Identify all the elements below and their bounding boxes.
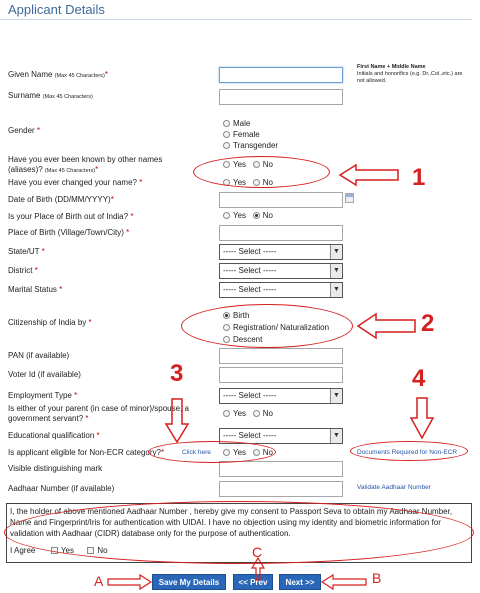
voter-input[interactable] bbox=[219, 367, 343, 383]
aliases-label-line2: (aliases)? bbox=[8, 165, 43, 174]
radio-icon[interactable] bbox=[223, 120, 230, 127]
annotation-ellipse-2 bbox=[181, 304, 353, 348]
pob-label-text: Place of Birth (Village/Town/City) bbox=[8, 228, 124, 237]
parent-gov-label-line1: Is either of your parent (in case of minor)/spouse, a bbox=[8, 404, 189, 413]
required-mark: * bbox=[85, 414, 89, 423]
changed-name-no-label: No bbox=[262, 178, 273, 187]
required-mark: * bbox=[96, 431, 100, 440]
arrow-4-icon bbox=[411, 398, 433, 438]
required-mark: * bbox=[74, 391, 78, 400]
education-selected: ----- Select ----- bbox=[223, 431, 277, 440]
annotation-letter-a: A bbox=[94, 573, 104, 589]
save-my-details-button[interactable]: Save My Details bbox=[152, 574, 226, 590]
annotation-letter-b: B bbox=[372, 570, 382, 586]
chevron-down-icon[interactable]: ▼ bbox=[330, 429, 342, 443]
aadhaar-label: Aadhaar Number (if available) bbox=[8, 484, 115, 493]
aliases-label-line1: Have you ever been known by other names bbox=[8, 155, 163, 164]
citizenship-option-label: Descent bbox=[233, 335, 263, 344]
district-label-text: District bbox=[8, 266, 33, 275]
parent-gov-no-radio[interactable] bbox=[253, 410, 260, 417]
pan-label: PAN (if available) bbox=[8, 351, 70, 360]
required-mark: * bbox=[59, 285, 63, 294]
given-name-label-text: Given Name bbox=[8, 70, 53, 79]
employment-label bbox=[8, 391, 77, 401]
validate-aadhaar-link[interactable]: Validate Aadhaar Number bbox=[357, 484, 431, 491]
agree-no-label: No bbox=[97, 546, 108, 555]
citizenship-option-label: Birth bbox=[233, 311, 250, 320]
chevron-down-icon[interactable]: ▼ bbox=[330, 389, 342, 403]
dob-label bbox=[8, 195, 114, 205]
given-name-label bbox=[8, 70, 108, 81]
given-name-hint: (Max 45 Characters) bbox=[54, 73, 105, 79]
non-ecr-label bbox=[8, 448, 164, 458]
dob-input[interactable] bbox=[219, 192, 343, 208]
state-selected: ----- Select ----- bbox=[223, 247, 277, 256]
note-bold: First Name + Middle Name bbox=[357, 64, 426, 70]
gender-option-male[interactable] bbox=[223, 119, 250, 129]
gender-label bbox=[8, 126, 40, 136]
changed-name-label-text: Have you ever changed your name? bbox=[8, 178, 137, 187]
marital-label-text: Marital Status bbox=[8, 285, 57, 294]
pob-outside-no-radio[interactable] bbox=[253, 212, 260, 219]
given-name-input[interactable] bbox=[219, 67, 343, 83]
citizenship-label bbox=[8, 318, 92, 328]
docs-non-ecr-link[interactable]: Documents Required for Non-ECR bbox=[357, 449, 458, 456]
chevron-down-icon[interactable]: ▼ bbox=[330, 264, 342, 278]
aliases-yes-label: Yes bbox=[233, 160, 247, 169]
arrow-2-icon bbox=[358, 314, 415, 338]
required-mark: * bbox=[130, 212, 134, 221]
prev-button[interactable]: << Prev bbox=[233, 574, 273, 590]
district-label bbox=[8, 266, 38, 276]
arrow-a-icon bbox=[108, 575, 151, 589]
surname-hint: (Max 45 Characters) bbox=[42, 94, 93, 100]
required-mark: * bbox=[36, 126, 41, 135]
pob-outside-label bbox=[8, 212, 133, 222]
parent-gov-no-label: No bbox=[262, 409, 273, 418]
surname-input[interactable] bbox=[219, 89, 343, 105]
education-label-text: Educational qualification bbox=[8, 431, 95, 440]
title-divider bbox=[0, 19, 472, 20]
required-mark: * bbox=[160, 448, 165, 457]
annotation-ellipse-3 bbox=[148, 441, 276, 463]
pob-outside-yes-radio[interactable] bbox=[223, 212, 230, 219]
state-label-text: State/UT bbox=[8, 247, 40, 256]
dob-label-text: Date of Birth (DD/MM/YYYY) bbox=[8, 195, 111, 204]
changed-name-yes-label: Yes bbox=[233, 178, 247, 187]
radio-icon[interactable] bbox=[223, 131, 230, 138]
district-selected: ----- Select ----- bbox=[223, 266, 277, 275]
required-mark: * bbox=[110, 195, 114, 204]
employment-label-text: Employment Type bbox=[8, 391, 72, 400]
non-ecr-label-text: Is applicant eligible for Non-ECR category? bbox=[8, 448, 161, 457]
aadhaar-input[interactable] bbox=[219, 481, 343, 497]
annotation-number-4: 4 bbox=[412, 365, 426, 392]
annotation-ellipse-4 bbox=[350, 441, 468, 461]
marital-selected: ----- Select ----- bbox=[223, 285, 277, 294]
next-button[interactable]: Next >> bbox=[279, 574, 321, 590]
marital-select[interactable] bbox=[219, 282, 343, 298]
gender-option-label: Transgender bbox=[233, 141, 279, 150]
gender-label-text: Gender bbox=[8, 126, 35, 135]
state-select[interactable] bbox=[219, 244, 343, 260]
pob-outside-label-text: Is your Place of Birth out of India? bbox=[8, 212, 129, 221]
employment-selected: ----- Select ----- bbox=[223, 391, 277, 400]
chevron-down-icon[interactable]: ▼ bbox=[330, 245, 342, 259]
required-mark: * bbox=[126, 228, 130, 237]
arrow-b-icon bbox=[322, 575, 366, 589]
changed-name-label bbox=[8, 178, 142, 188]
parent-gov-yes-label: Yes bbox=[233, 409, 247, 418]
required-mark: * bbox=[95, 165, 99, 174]
marks-label: Visible distinguishing mark bbox=[8, 464, 103, 473]
required-mark: * bbox=[104, 70, 108, 79]
employment-select[interactable] bbox=[219, 388, 343, 404]
agree-label: I Agree bbox=[10, 546, 36, 555]
parent-gov-label bbox=[8, 404, 189, 424]
aliases-hint: (Max 45 Characters) bbox=[44, 168, 96, 174]
gender-option-label: Female bbox=[233, 130, 260, 139]
annotation-ellipse-consent bbox=[4, 501, 474, 564]
marks-input[interactable] bbox=[219, 461, 343, 477]
annotation-letter-c: C bbox=[252, 544, 263, 560]
radio-icon[interactable] bbox=[223, 142, 230, 149]
pob-outside-radio-group bbox=[223, 211, 273, 221]
pob-input[interactable] bbox=[219, 225, 343, 241]
non-ecr-yes-label: Yes bbox=[233, 448, 247, 457]
given-name-note bbox=[357, 64, 469, 85]
arrow-1-icon bbox=[340, 165, 398, 185]
agree-yes-label: Yes bbox=[60, 546, 74, 555]
parent-gov-radio-group bbox=[223, 409, 273, 419]
annotation-number-2: 2 bbox=[421, 310, 435, 337]
annotation-number-3: 3 bbox=[170, 360, 184, 387]
annotation-ellipse-1 bbox=[193, 156, 330, 188]
required-mark: * bbox=[34, 266, 38, 275]
voter-label: Voter Id (if available) bbox=[8, 370, 81, 379]
annotation-number-1: 1 bbox=[412, 164, 426, 191]
non-ecr-no-label: No bbox=[262, 448, 273, 457]
citizenship-option-label: Registration/ Naturalization bbox=[233, 323, 330, 332]
surname-label-text: Surname bbox=[8, 91, 41, 100]
state-label bbox=[8, 247, 45, 257]
citizenship-label-text: Citizenship of India by bbox=[8, 318, 87, 327]
pob-label bbox=[8, 228, 129, 238]
consent-text: I, the holder of above mentioned Aadhaar Number , hereby give my consent to Passport Seva to obtain my Aadhaar Number, Name and Fingerprint/Iris for authentication with UIDAI. I have no objection using my identity and biometric information for validation with Aadhaar (CIDR) database only for the purpose of authentication. bbox=[10, 507, 453, 538]
gender-option-label: Male bbox=[233, 119, 251, 128]
chevron-down-icon[interactable]: ▼ bbox=[330, 283, 342, 297]
required-mark: * bbox=[88, 318, 92, 327]
page-title: Applicant Details bbox=[8, 2, 105, 17]
non-ecr-click-here-link[interactable]: Click here bbox=[182, 449, 211, 456]
parent-gov-label-line2: government servant? bbox=[8, 414, 84, 423]
parent-gov-yes-radio[interactable] bbox=[223, 410, 230, 417]
note-text: Initials and honorifics (e.g. Dr.,Col.,etc.) are not allowed. bbox=[357, 71, 463, 84]
calendar-icon[interactable] bbox=[345, 193, 354, 203]
pob-outside-yes-label: Yes bbox=[233, 211, 247, 220]
required-mark: * bbox=[41, 247, 45, 256]
gender-option-transgender[interactable] bbox=[223, 141, 278, 151]
required-mark: * bbox=[139, 178, 143, 187]
surname-label bbox=[8, 91, 93, 102]
pob-outside-no-label: No bbox=[262, 211, 273, 220]
aliases-label bbox=[8, 155, 162, 176]
district-select[interactable] bbox=[219, 263, 343, 279]
pan-input[interactable] bbox=[219, 348, 343, 364]
marital-label bbox=[8, 285, 62, 295]
education-label bbox=[8, 431, 100, 441]
aliases-no-label: No bbox=[262, 160, 273, 169]
gender-option-female[interactable] bbox=[223, 130, 260, 140]
